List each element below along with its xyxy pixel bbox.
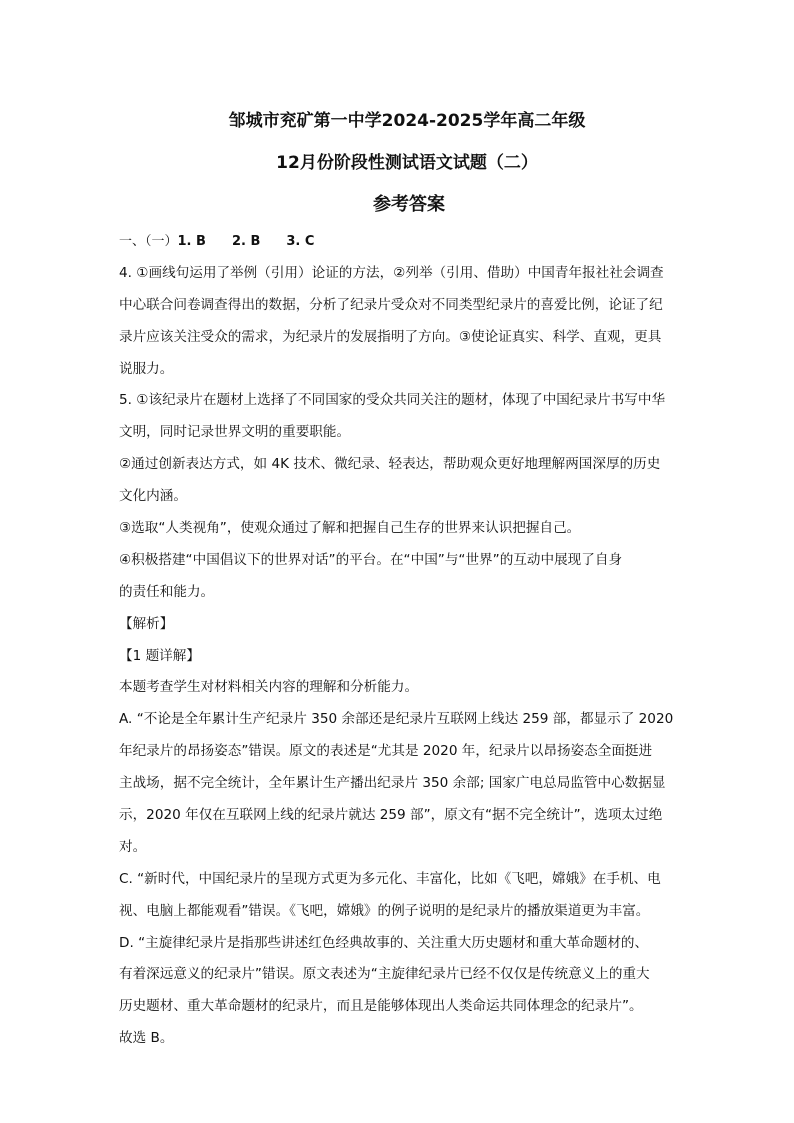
q4-line: 4. ①画线句运用了举例（引用）论证的方法，②列举（引用、借助）中国青年报社社会调查 [119,264,664,281]
section-prefix: 一、（一） [119,234,178,249]
analysis-line: 示，2020 年仅在互联网上线的纪录片就达 259 部”，原文有“据不完全统计”，选项太过绝 [119,807,663,824]
answer-row-1-3 [119,226,679,258]
analysis-subheading: 【1 题详解】 [119,647,200,664]
analysis-heading: 【解析】 [119,615,174,632]
document-title: 邹城市兖矿第一中学2024-2025学年高二年级 [228,111,586,131]
analysis-line: 视、电脑上都能观看”错误。《飞吧，嫦娥》的例子说明的是纪录片的播放渠道更为丰富。 [119,902,650,919]
analysis-line: A. “不论是全年累计生产纪录片 350 余部还是纪录片互联网上线达 259 部，都显示了 2020 [119,711,674,728]
analysis-line: C. “新时代，中国纪录片的呈现方式更为多元化、丰富化，比如《飞吧，嫦娥》在手机、电 [119,870,661,887]
q4-line: 中心联合问卷调查得出的数据，分析了纪录片受众对不同类型纪录片的喜爱比例，论证了纪 [119,296,663,313]
q4-line: 说服力。 [119,360,174,377]
analysis-line: 年纪录片的昂扬姿态”错误。原文的表述是“尤其是 2020 年，纪录片以昂扬姿态全面挺进 [119,743,653,760]
q5-line: ④积极搭建“中国倡议下的世界对话”的平台。在“中国”与“世界”的互动中展现了自身 [119,551,623,568]
analysis-line: 历史题材、重大革命题材的纪录片，而且是能够体现出人类命运共同体理念的纪录片”。 [119,998,643,1015]
answer-key-heading: 参考答案 [373,194,445,215]
answer-q3: 3. C [286,234,315,249]
analysis-line: D. “主旋律纪录片是指那些讲述红色经典故事的、关注重大历史题材和重大革命题材的、 [119,934,649,951]
answer-q2: 2. B [231,234,261,249]
analysis-intro: 本题考查学生对材料相关内容的理解和分析能力。 [119,679,419,696]
document-subtitle: 12月份阶段性测试语文试题（二） [276,153,538,173]
q5-line: ③选取“人类视角”，使观众通过了解和把握自己生存的世界来认识把握自己。 [119,520,581,537]
q5-line: ②通过创新表达方式，如 4K 技术、微纪录、轻表达，帮助观众更好地理解两国深厚的历史 [119,456,661,473]
q4-line: 录片应该关注受众的需求，为纪录片的发展指明了方向。③使论证真实、科学、直观，更具 [119,328,662,345]
q5-line: 的责任和能力。 [119,583,215,600]
answer-q1: 1. B [177,234,206,249]
analysis-line: 有着深远意义的纪录片”错误。原文表述为“主旋律纪录片已经不仅仅是传统意义上的重大 [119,966,650,983]
q5-line: 文明，同时记录世界文明的重要职能。 [119,424,351,441]
document-body [119,226,679,1055]
analysis-line: 主战场，据不完全统计，全年累计生产播出纪录片 350 余部; 国家广电总局监管中心数据显 [119,775,666,792]
q5-line: 文化内涵。 [119,488,187,505]
q5-line: 5. ①该纪录片在题材上选择了不同国家的受众共同关注的题材，体现了中国纪录片书写中华 [119,392,666,409]
analysis-line: 故选 B。 [119,1030,174,1047]
analysis-line: 对。 [119,838,147,855]
